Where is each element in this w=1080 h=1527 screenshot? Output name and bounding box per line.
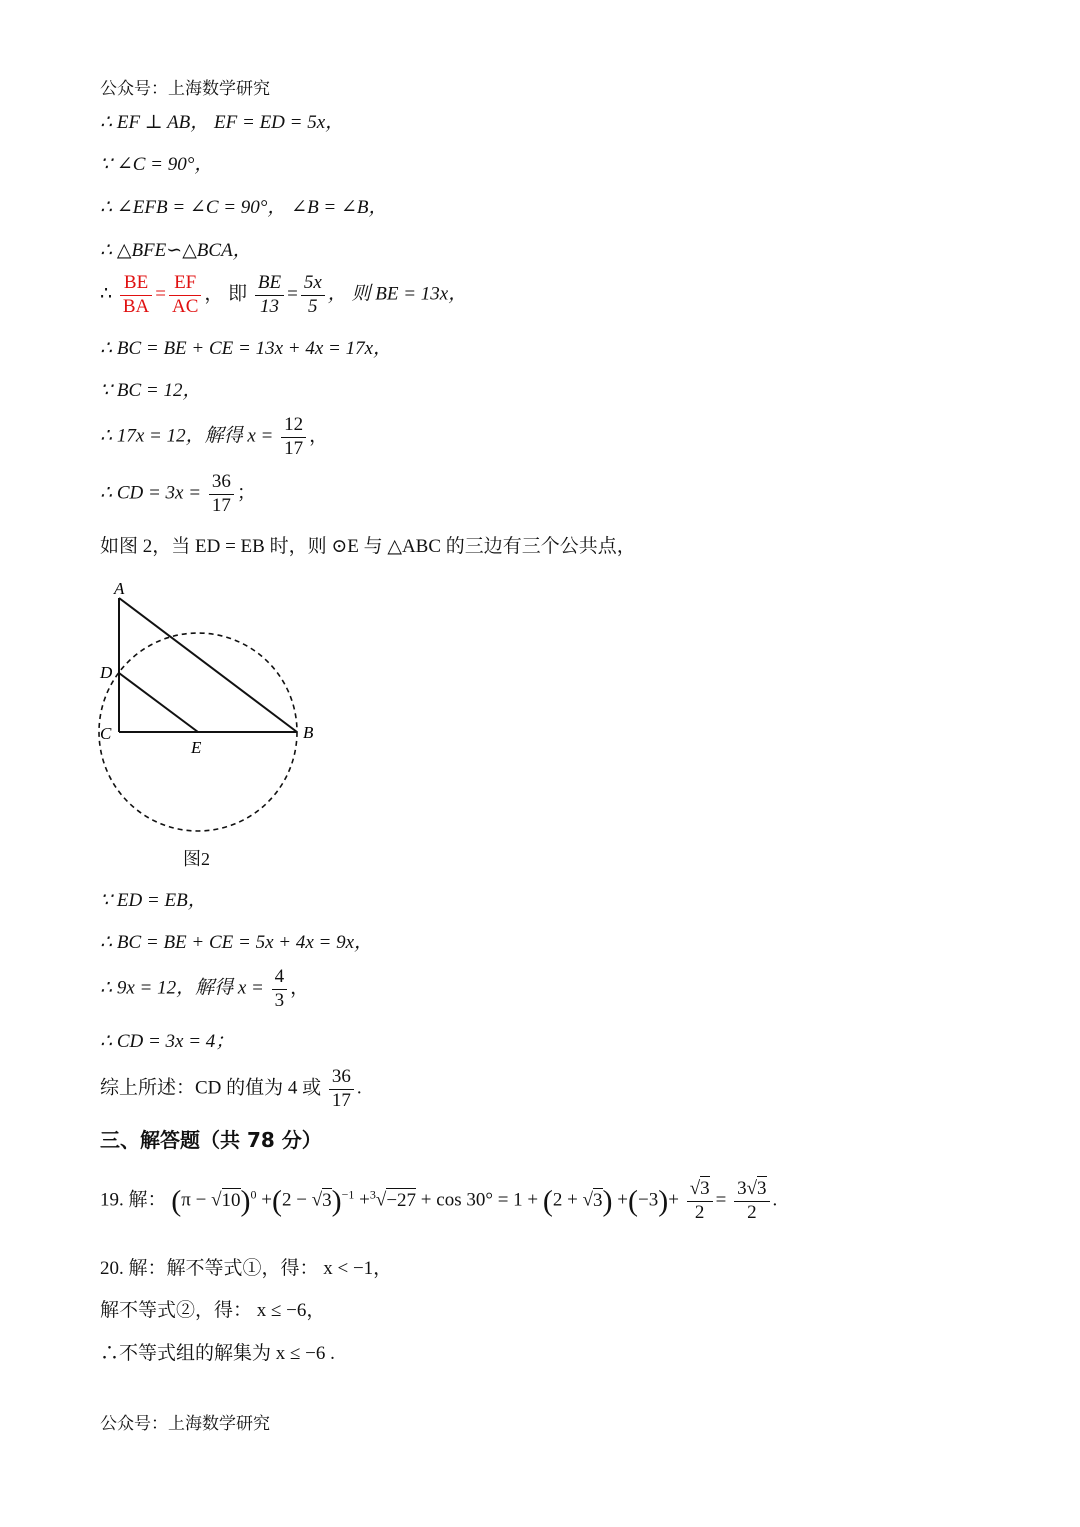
question-19: 19. 解： $(\pi - √10)^0 +(2 - √3)^{-1} +^3√-27 + \cos 30^\circ = 1 + (2 + √3) +(-3)+$ $\frac{√3}{2}$ = $\frac{3√3}{2}$ . [100, 1178, 778, 1223]
side-ab [119, 598, 297, 732]
fraction-12-17: $\frac{12}{17}$ [281, 414, 306, 461]
step-line-13 [100, 966, 309, 1013]
period: . [356, 1077, 362, 1099]
q20-line-2: 解不等式②，得： x ≤ −6， [100, 1300, 326, 1321]
fraction-36-17: $\frac{36}{17}$ [329, 1066, 354, 1113]
step-line-7: ∵ BC = 12， [100, 380, 202, 401]
label-b: B [303, 723, 314, 742]
step-line-11: ∵ ED = EB， [100, 890, 207, 911]
equation-text: ∴ 17x = 12，解得 x = [100, 425, 274, 447]
step-line-3: ∴ ∠EFB = ∠C = 90°， ∠B = ∠B， [100, 197, 388, 218]
step-line-14: ∴ CD = 3x = 4； [100, 1031, 235, 1052]
step-line-9 [100, 471, 256, 518]
q19-label: 19. 解： [100, 1189, 167, 1211]
punctuation: ； [236, 482, 256, 504]
punctuation: ， [290, 977, 310, 999]
q20-line-3: ∴不等式组的解集为 x ≤ −6 . [100, 1343, 335, 1364]
equation-text: ∴ CD = 3x = [100, 482, 202, 504]
radical-3-b: 3 [593, 1189, 603, 1211]
step-line-12: ∴ BC = BE + CE = 5x + 4x = 9x， [100, 932, 374, 953]
fraction-36-17: $\frac{36}{17}$ [209, 471, 234, 518]
connector-text: ， 即 [204, 283, 248, 305]
q20-line-1: 20. 解：解不等式①，得： x < −1， [100, 1258, 393, 1279]
step-line-6: ∴ BC = BE + CE = 13x + 4x = 17x， [100, 338, 393, 359]
label-d: D [100, 663, 113, 682]
equation-text: ∴ 9x = 12，解得 x = [100, 977, 264, 999]
segment-de [119, 673, 198, 732]
ratio-5x-5: $\frac{5x}{5}$ [301, 272, 325, 319]
step-line-4: ∴ △BFE∽△BCA， [100, 240, 252, 261]
figure-2-diagram [90, 575, 330, 840]
label-c: C [100, 724, 112, 743]
radical-3: 3 [322, 1189, 332, 1211]
fraction-3sqrt3-2: $\frac{3√3}{2}$ [734, 1178, 769, 1225]
case-two-intro: 如图 2，当 ED = EB 时，则 ⊙E 与 △ABC 的三边有三个公共点， [100, 536, 636, 557]
section-title: 三、解答题（共 78 分） [100, 1128, 322, 1152]
ratio-ef-ac: $\frac{EF}{AC}$ [169, 272, 201, 319]
radical-10: 10 [221, 1189, 241, 1211]
equals-sign: = [155, 283, 166, 305]
therefore-symbol: ∴ [100, 283, 113, 305]
equals-sign-2: = [287, 283, 298, 305]
step-line-8 [100, 414, 328, 461]
label-e: E [191, 738, 202, 757]
page-header: 公众号：上海数学研究 [100, 79, 270, 98]
punctuation: ， [309, 425, 329, 447]
step-line-5 [100, 272, 467, 319]
ratio-be-13: $\frac{BE}{13}$ [255, 272, 284, 319]
step-line-1: ∴ EF ⊥ AB， EF = ED = 5x， [100, 112, 345, 133]
ratio-be-ba: $\frac{BE}{BA}$ [120, 272, 152, 319]
conclusion-text: ， 则 BE = 13x， [327, 283, 468, 305]
cube-root-neg27: −27 [386, 1189, 417, 1211]
fraction-4-3: $\frac{4}{3}$ [272, 966, 288, 1013]
step-line-2: ∵ ∠C = 90°， [100, 154, 214, 175]
cos-term: + cos 30° = 1 + [420, 1189, 539, 1211]
label-a: A [114, 579, 125, 598]
figure-caption: 图2 [183, 849, 210, 869]
page-footer: 公众号：上海数学研究 [100, 1414, 270, 1433]
summary-text: 综上所述：CD 的值为 4 或 [100, 1077, 322, 1099]
fraction-sqrt3-2: $\frac{√3}{2}$ [687, 1178, 713, 1225]
summary-line [100, 1066, 362, 1113]
